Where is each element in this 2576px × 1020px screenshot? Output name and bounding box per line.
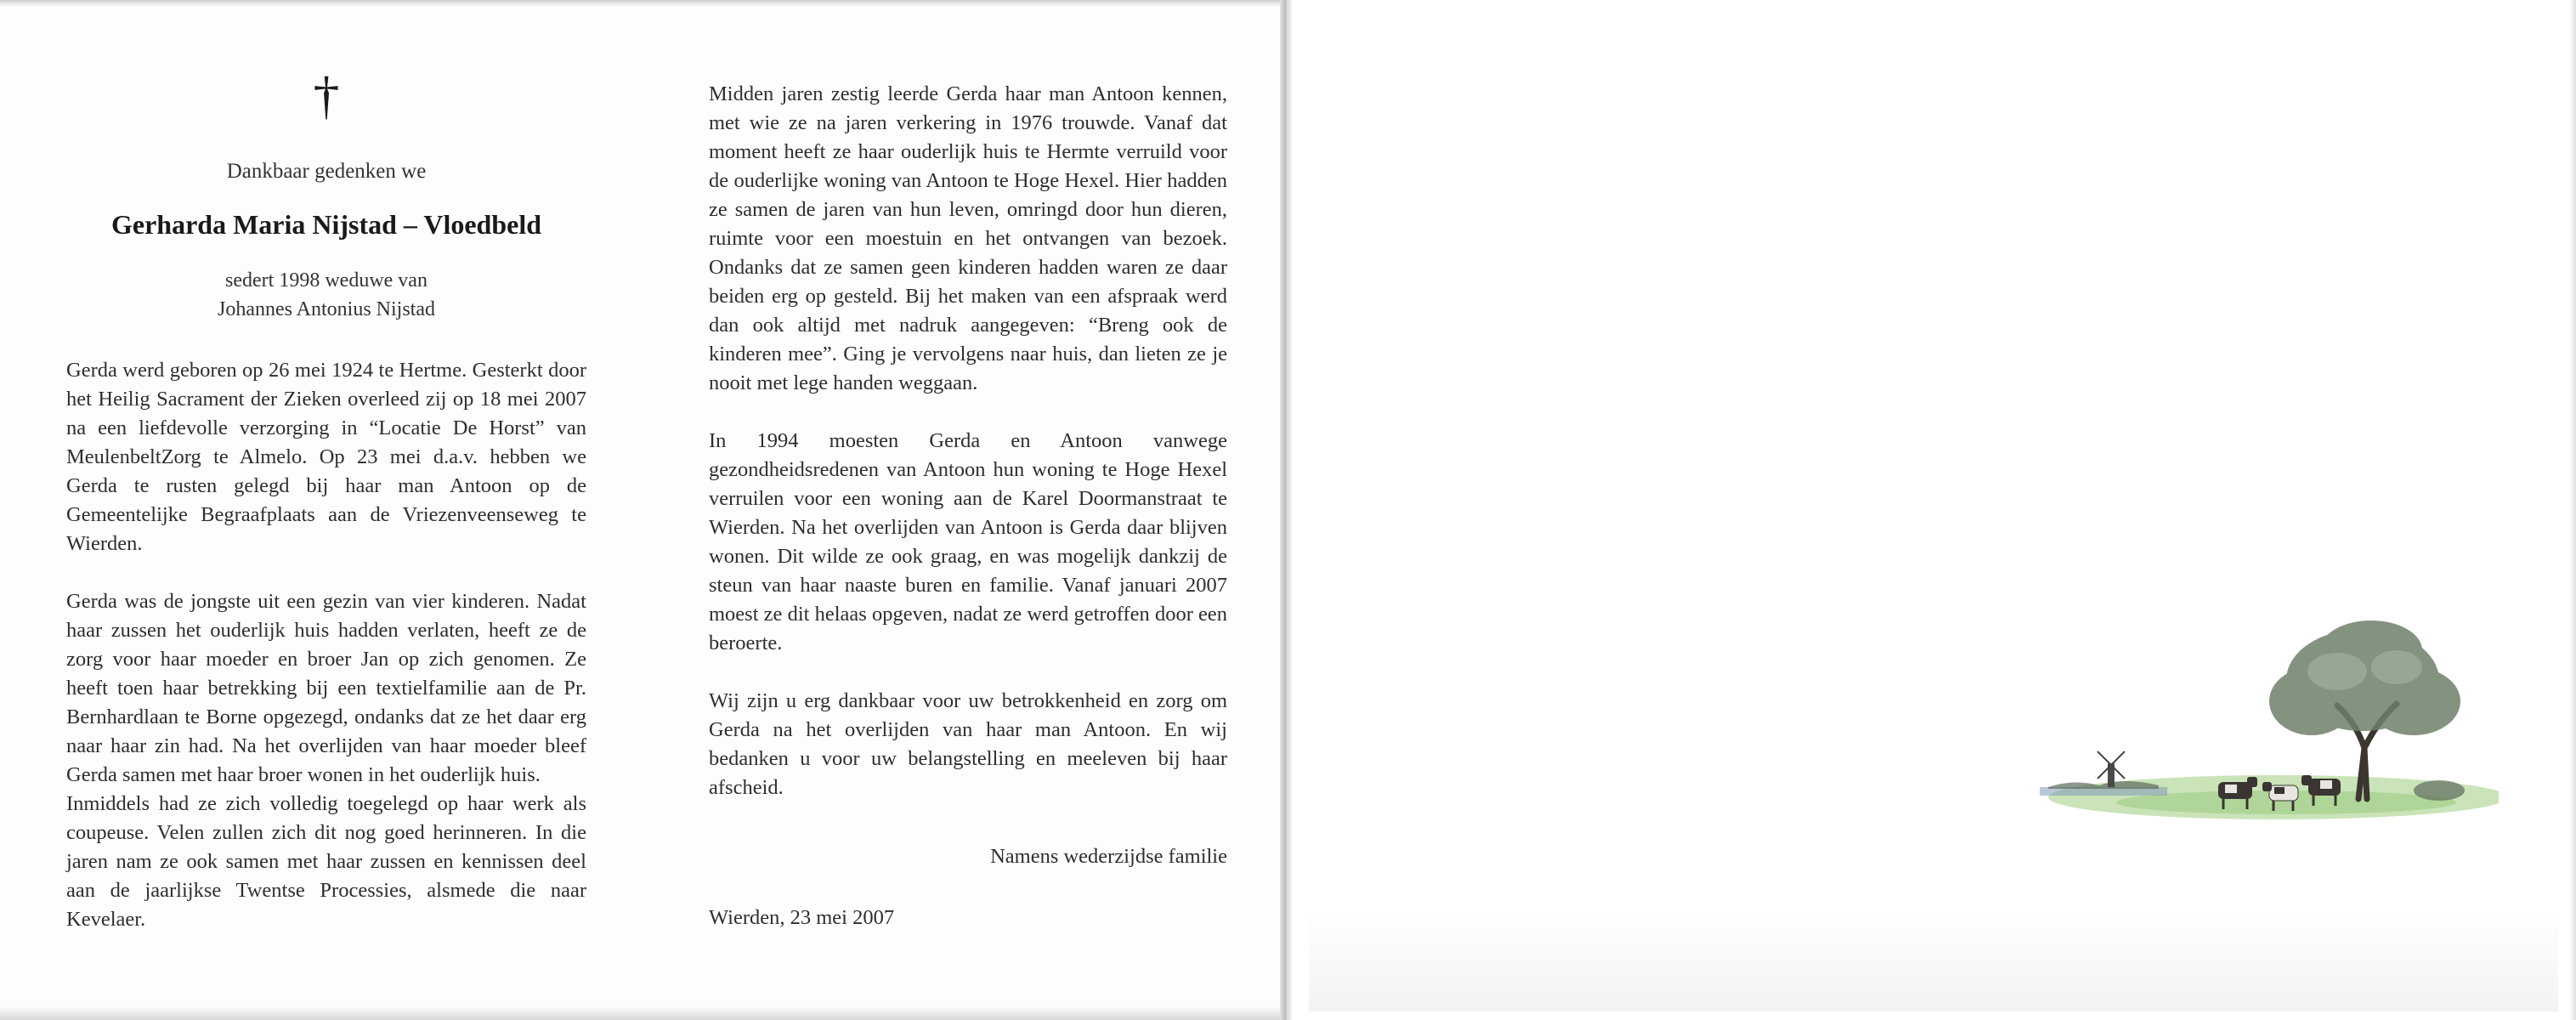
bush [2414,780,2465,801]
biography-paragraph: Midden jaren zestig leerde Gerda haar man Antoon kennen, met wie ze na jaren verkering in 1976 trouwde. Vanaf dat moment heeft ze haar ouderlijk huis te Hermte verruild voor de ouderlijke woning van Antoon te Hoge Hexel. Hier hadden ze samen de jaren van hun leven, omringd door hun dieren, ruimte voor een moestuin en het ontvangen van bezoek. Ondanks dat ze samen geen kinderen hadden waren ze daar beiden erg op gesteld. Bij het maken van een afspraak werd dan ook altijd met nadruk aangegeven: “Breng ook de kinderen mee”. Ging je vervolgens naar huis, dan lieten ze je nooit met lege handen weggaan. [709,82,1227,394]
biography-paragraph: In 1994 moesten Gerda en Antoon vanwege gezondheidsredenen van Antoon hun woning te Hoge Hexel verruilen voor een woning aan de Karel Doormanstraat te Wierden. Na het overlijden van Antoon is Gerda daar blijven wonen. Dit wilde ze ook graag, en was mogelijk dankzij de steun van haar naaste buren en familie. Vanaf januari 2007 moest ze dit helaas opgeven, nadat ze werd getroffen door een beroerte. [709,429,1227,654]
landscape-illustration [2023,620,2499,842]
left-text-column [66,56,586,934]
widow-line-2: Johannes Antonius Nijstad [218,298,435,320]
card-right-page [1289,0,2576,1020]
widow-note [66,266,586,324]
page-top-edge [0,0,1288,7]
card-fold [1280,0,1292,1020]
deceased-name: Gerharda Maria Nijstad – Vloedbeld [110,209,542,240]
biography-paragraph: Gerda werd geboren op 26 mei 1924 te Hertme. Gesterkt door het Heilig Sacrament der Zieken overleed zij op 18 mei 2007 na een liefdevolle verzorging in “Locatie De Horst” van MeulenbeltZorg te Almelo. Op 23 mei d.a.v. hebben we Gerda te rusten gelegd bij haar man Antoon op de Gemeentelijke Begraafplaats aan de Vriezenveenseweg te Wierden. [66,359,586,555]
page-bottom-edge [0,1006,1288,1020]
place-and-date: Wierden, 23 mei 2007 [709,906,895,929]
paper-shadow [1309,910,2558,1012]
cross-icon: † [313,67,340,125]
right-text-column [709,80,1227,930]
right-page-edge [2569,0,2576,1020]
gratitude-paragraph: Wij zijn u erg dankbaar voor uw betrokkenheid en zorg om Gerda na het overlijden van haar man Antoon. En wij bedanken u voor uw belangstelling en meeleven bij haar afscheid. [709,689,1227,799]
widow-line-1: sedert 1998 weduwe van [225,269,427,292]
biography-paragraph: Gerda was de jongste uit een gezin van vier kinderen. Nadat haar zussen het ouderlijk huis hadden verlaten, heeft ze de zorg voor haar moeder en broer Jan op zich genomen. Ze heeft toen haar betrekking bij een textielfamilie aan de Pr. Bernhardlaan te Borne opgezegd, ondanks dat ze het daar erg naar haar zin had. Na het overlijden van haar moeder bleef Gerda samen met haar broer wonen in het ouderlijk huis. [66,590,586,786]
biography-paragraph: Inmiddels had ze zich volledig toegelegd op haar werk als coupeuse. Velen zullen zich dit nog goed herinneren. In die jaren nam ze ook samen met haar zussen en kennissen deel aan de jaarlijkse Twentse Processies, alsmede die naar Kevelaer. [66,792,586,931]
family-signoff: Namens wederzijdse familie [990,845,1227,868]
memorial-intro: Dankbaar gedenken we [226,160,427,183]
distant-treeline [2048,781,2159,789]
